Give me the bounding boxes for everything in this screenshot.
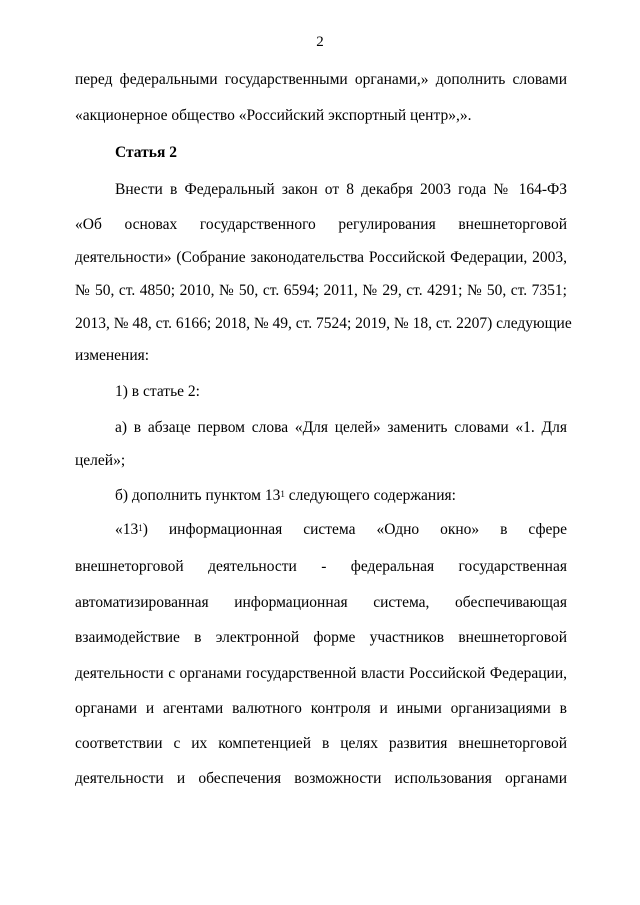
text-line: перед федеральными государственными органами,» дополнить словами [75, 71, 567, 88]
list-item: 1) в статье 2: [115, 383, 200, 400]
text-line: «акционерное общество «Российский экспортный центр»,». [75, 107, 472, 124]
text-line: изменения: [75, 347, 150, 364]
text-line: органами и агентами валютного контроля и иными организациями в [75, 700, 567, 717]
text-line: деятельности с органами государственной власти Российской Федерации, [75, 665, 567, 682]
text-line: № 50, ст. 4850; 2010, № 50, ст. 6594; 2011, № 29, ст. 4291; № 50, ст. 7351; [75, 282, 567, 299]
text-line [115, 520, 567, 540]
article-heading: Статья 2 [115, 144, 177, 161]
text-line: соответствии с их компетенцией в целях развития внешнеторговой [75, 735, 567, 752]
text-fragment: «13 [115, 521, 139, 538]
text-line: Внести в Федеральный закон от 8 декабря 2003 года № 164-ФЗ [115, 181, 567, 198]
text-line: 2013, № 48, ст. 6166; 2018, № 49, ст. 7524; 2019, № 18, ст. 2207) следующие [75, 315, 572, 332]
text-line [115, 486, 567, 506]
text-fragment: следующего содержания: [284, 487, 456, 504]
text-line: а) в абзаце первом слова «Для целей» заменить словами «1. Для [115, 419, 567, 436]
superscript: 1 [280, 489, 285, 499]
text-line: автоматизированная информационная система, обеспечивающая [75, 594, 567, 611]
text-line: «Об основах государственного регулирования внешнеторговой [75, 216, 567, 233]
text-line: деятельности» (Собрание законодательства Российской Федерации, 2003, [75, 249, 567, 266]
text-line: целей»; [75, 452, 126, 469]
text-fragment: б) дополнить пунктом 13 [115, 487, 281, 504]
text-fragment: ) информационная система «Одно окно» в сфере [142, 521, 567, 538]
text-line: взаимодействие в электронной форме участников внешнеторговой [75, 629, 567, 646]
superscript: 1 [138, 523, 143, 533]
text-line: деятельности и обеспечения возможности использования органами [75, 770, 567, 787]
page-number: 2 [316, 34, 324, 50]
text-line: внешнеторговой деятельности - федеральная государственная [75, 558, 567, 575]
